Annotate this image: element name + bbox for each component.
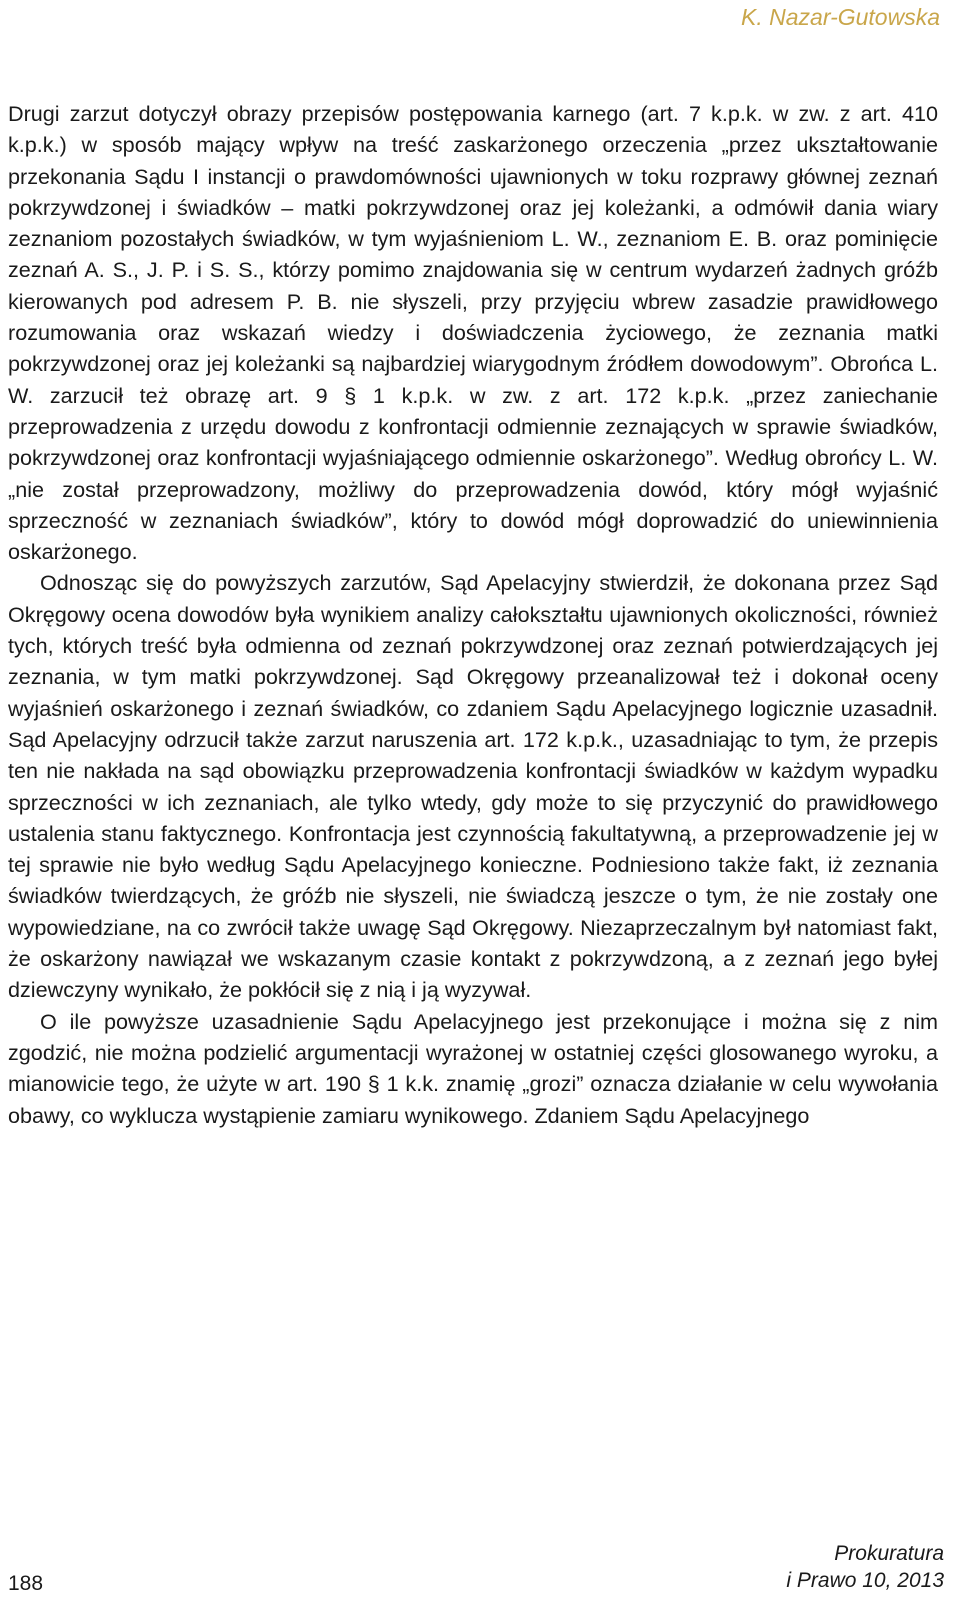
journal-footer: [786, 1540, 944, 1594]
page-number: 188: [8, 1572, 44, 1595]
journal-issue: i Prawo 10, 2013: [786, 1569, 944, 1592]
article-body: [8, 98, 938, 1131]
journal-name: Prokuratura: [834, 1542, 944, 1565]
paragraph-3: O ile powyższe uzasadnienie Sądu Apelacyjnego jest przekonujące i można się z nim zgodzić, nie można podzielić argumentacji wyrażonej w ostatniej części glosowanego wyroku, a mianowicie tego, że użyte w art. 190 § 1 k.k. znamię „grozi” oznacza działanie w celu wywołania obawy, co wyklucza wystąpienie zamiaru wynikowego. Zdaniem Sądu Apelacyjnego: [8, 1008, 938, 1128]
paragraph-1: Drugi zarzut dotyczył obrazy przepisów postępowania karnego (art. 7 k.p.k. w zw. z art. 410 k.p.k.) w sposób mający wpływ na treść zaskarżonego orzeczenia „przez ukształtowanie przekonania Sądu I instancji o prawdomówności ujawnionych w toku rozprawy głównej zeznań pokrzywdzonej i świadków – matki pokrzywdzonej oraz jej koleżanki, a odmówił dania wiary zeznaniom pozostałych świadków, w tym wyjaśnieniom L. W., zeznaniom E. B. oraz pominięcie zeznań A. S., J. P. i S. S., którzy pomimo znajdowania się w centrum wydarzeń żadnych gróźb kierowanych pod adresem P. B. nie słyszeli, przy przyjęciu wbrew zasadzie prawidłowego rozumowania oraz wskazań wiedzy i doświadczenia życiowego, że zeznania matki pokrzywdzonej oraz jej koleżanki są najbardziej wiarygodnym źródłem dowodowym”. Obrońca L. W. zarzucił też obrazę art. 9 § 1 k.p.k. w zw. z art. 172 k.p.k. „przez zaniechanie przeprowadzenia z urzędu dowodu z konfrontacji odmiennie zeznających w sprawie świadków, pokrzywdzonej oraz konfrontacji wyjaśniającego odmiennie oskarżonego”. Według obrońcy L. W. „nie został przeprowadzony, możliwy do przeprowadzenia dowód, który mógł wyjaśnić sprzeczność w zeznaniach świadków”, który to dowód mógł doprowadzić do uniewinnienia oskarżonego.: [8, 101, 938, 565]
running-header-author: K. Nazar-Gutowska: [741, 4, 940, 30]
paragraph-2: Odnosząc się do powyższych zarzutów, Sąd Apelacyjny stwierdził, że dokonana przez Sąd Okręgowy ocena dowodów była wynikiem analizy całokształtu ujawnionych okoliczności, również tych, których treść była odmienna od zeznań pokrzywdzonej oraz zeznań potwierdzających jej zeznania, w tym matki pokrzywdzonej. Sąd Okręgowy przeanalizował też i dokonał oceny wyjaśnień oskarżonego i zeznań świadków, co zdaniem Sądu Apelacyjnego logicznie uzasadnił. Sąd Apelacyjny odrzucił także zarzut naruszenia art. 172 k.p.k., uzasadniając to tym, że przepis ten nie nakłada na sąd obowiązku przeprowadzenia konfrontacji świadków w każdym wypadku sprzeczności w ich zeznaniach, ale tylko wtedy, gdy może to się przyczynić do prawidłowego ustalenia stanu faktycznego. Konfrontacja jest czynnością fakultatywną, a przeprowadzenie jej w tej sprawie nie było według Sądu Apelacyjnego konieczne. Podniesiono także fakt, iż zeznania świadków twierdzących, że gróźb nie słyszeli, nie świadczą jeszcze o tym, że nie zostały one wypowiedziane, na co zwrócił także uwagę Sąd Okręgowy. Niezaprzeczalnym był natomiast fakt, że oskarżony nawiązał we wskazanym czasie kontakt z pokrzywdzoną, a z zeznań jego byłej dziewczyny wynikało, że pokłócił się z nią i ją wyzywał.: [8, 570, 938, 1003]
